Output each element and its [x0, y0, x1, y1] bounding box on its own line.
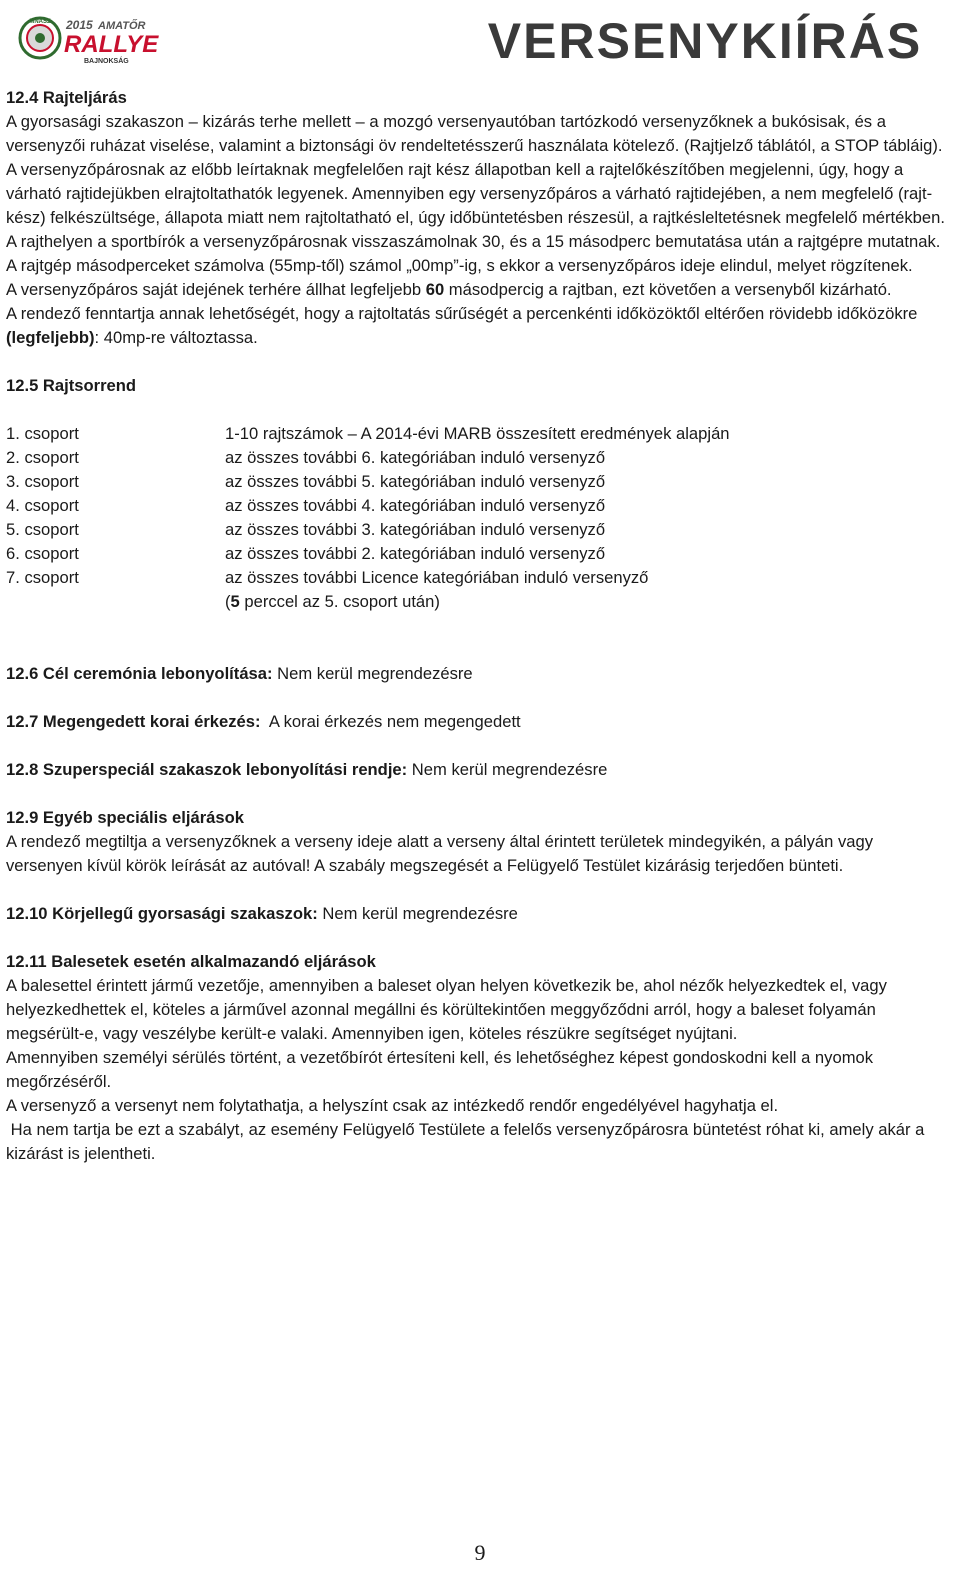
group-label: 4. csoport	[6, 496, 79, 515]
group-text: az összes további Licence kategóriában induló versenyző	[225, 568, 649, 587]
table-row	[6, 566, 730, 590]
section-12-6-value: Nem kerül megrendezésre	[272, 664, 473, 683]
section-12-8	[6, 758, 952, 782]
p4-text-b: : 40mp-re változtassa.	[94, 328, 258, 347]
group-text: az összes további 6. kategóriában induló versenyző	[225, 448, 606, 467]
group-label: 5. csoport	[6, 520, 79, 539]
section-12-11-paragraph-2: Amennyiben személyi sérülés történt, a vezetőbírót értesíteni kell, és lehetőséghez képest gondoskodni kell a nyomok megőrzéséről.	[6, 1048, 874, 1091]
versenykiiras-title-logo	[460, 8, 950, 70]
table-row	[6, 494, 730, 518]
group-label: 2. csoport	[6, 448, 79, 467]
section-12-11-paragraph-1: A balesettel érintett jármű vezetője, amennyiben a baleset olyan helyen következik be, ahol nézők helyezkedtek el, vagy helyezkedhettek el, köteles a járművel azonnal megállni és körültekintően meggyőződni arról, hogy a baleset folyamán megsérült-e, vagy veszélybe került-e valaki. Amennyiben igen, köteles részükre segítséget nyújtani.	[6, 976, 887, 1043]
p3-bold-value: 60	[425, 280, 445, 299]
table-row	[6, 470, 730, 494]
section-12-8-value: Nem kerül megrendezésre	[407, 760, 608, 779]
section-12-11-paragraph-3: A versenyző a versenyt nem folytathatja, a helyszínt csak az intézkedő rendőr engedélyével hagyhatja el.	[6, 1096, 779, 1115]
group-text: az összes további 4. kategóriában induló versenyző	[225, 496, 606, 515]
p3-text-b: másodpercig a rajtban, ezt követően a versenyből kizárható.	[444, 280, 892, 299]
document-body	[6, 86, 952, 1166]
rally-championship-logo	[18, 14, 168, 66]
logo-year-text: 2015	[66, 18, 93, 32]
section-12-4-paragraph-2: A rajthelyen a sportbírók a versenyzőpárosnak visszaszámolnak 30, és a 15 másodperc bemutatása után a rajtgépre mutatnak. A rajtgép másodperceket számolva (55mp-től) számol „00mp”-ig, s ekkor a versenyzőpáros ideje elindul, melyet rögzítenek.	[6, 232, 941, 275]
p3-text-a: A versenyzőpáros saját idejének terhére állhat legfeljebb	[6, 280, 426, 299]
section-12-6-label: 12.6 Cél ceremónia lebonyolítása:	[6, 664, 273, 683]
group-label: 7. csoport	[6, 568, 79, 587]
section-12-4-heading: 12.4 Rajteljárás	[6, 88, 127, 107]
p4-text-a: A rendező fenntartja annak lehetőségét, hogy a rajtoltatás sűrűségét a percenkénti időközöktől eltérően rövidebb időközökre	[6, 304, 918, 323]
section-12-4-paragraph-1: A gyorsasági szakaszon – kizárás terhe mellett – a mozgó versenyautóban tartózkodó versenyzőknek a bukósisak, és a versenyzői ruházat viselése, valamint a biztonsági öv rendeltetésszerű használata kötelező. (Rajtjelző táblától, a STOP tábláig). A versenyzőpárosnak az előbb leírtaknak megfelelően rajt kész állapotban kell a rajtelőkészítőben megjelenni, úgy, hogy a várható rajtidejükben elrajtoltathatók legyenek. Amennyiben egy versenyzőpáros a várható rajtidejében, a nem megfelelő (rajt-kész) felkészültsége, állapota miatt nem rajtoltatható el, úgy időbüntetésben részesül, a rajtkésleltetésnek megfelelő mértékben.	[6, 112, 945, 227]
table-row	[6, 518, 730, 542]
table-row	[6, 590, 730, 614]
group-label: 1. csoport	[6, 424, 79, 443]
title-logo-text: VERSENYKIÍRÁS	[487, 13, 923, 69]
logo-subtitle-text: BAJNOKSÁG	[84, 58, 129, 65]
logo-badge-text: MNASZ	[29, 19, 51, 25]
section-12-7-value: A korai érkezés nem megengedett	[260, 712, 521, 731]
note-rest: perccel az 5. csoport után)	[239, 592, 440, 611]
section-12-9-text: A rendező megtiltja a versenyzőknek a verseny ideje alatt a verseny által érintett területek mindegyikén, a pályán vagy versenyen kívül körök leírását az autóval! A szabály megszegését a Felügyelő Testület kizárásig terjedően bünteti.	[6, 832, 874, 875]
p4-bold-value: (legfeljebb)	[6, 328, 95, 347]
group-text: 1-10 rajtszámok – A 2014-évi MARB összesített eredmények alapján	[225, 424, 730, 443]
section-12-7-label: 12.7 Megengedett korai érkezés:	[6, 712, 261, 731]
group-label: 6. csoport	[6, 544, 79, 563]
note-bold: 5	[230, 592, 240, 611]
group-7-note	[225, 590, 730, 614]
start-order-table	[6, 422, 730, 614]
section-12-8-label: 12.8 Szuperspeciál szakaszok lebonyolítási rendje:	[6, 760, 408, 779]
section-12-9-heading: 12.9 Egyéb speciális eljárások	[6, 808, 244, 827]
section-12-11-heading: 12.11 Balesetek esetén alkalmazandó eljárások	[6, 952, 376, 971]
logo-amator-text: AMATŐR	[98, 20, 146, 32]
group-text: az összes további 3. kategóriában induló versenyző	[225, 520, 606, 539]
section-12-4-paragraph-3	[6, 278, 952, 302]
section-12-7	[6, 710, 952, 734]
group-text: az összes további 5. kategóriában induló versenyző	[225, 472, 606, 491]
group-label: 3. csoport	[6, 472, 79, 491]
section-12-11-paragraph-4: Ha nem tartja be ezt a szabályt, az esemény Felügyelő Testülete a felelős versenyzőpárosra büntetést róhat ki, amely akár a kizárást is jelentheti.	[6, 1120, 929, 1163]
page-header	[0, 0, 960, 80]
section-12-10-label: 12.10 Körjellegű gyorsasági szakaszok:	[6, 904, 318, 923]
page-number: 9	[474, 1540, 486, 1565]
section-12-10	[6, 902, 952, 926]
section-12-6	[6, 662, 952, 686]
table-row	[6, 542, 730, 566]
logo-rally-text: RALLYE	[64, 31, 159, 58]
section-12-4-paragraph-4	[6, 302, 952, 350]
table-row	[6, 446, 730, 470]
note-open: (	[225, 592, 231, 611]
section-12-10-value: Nem kerül megrendezésre	[317, 904, 518, 923]
group-text: az összes további 2. kategóriában induló versenyző	[225, 544, 606, 563]
section-12-5-heading: 12.5 Rajtsorrend	[6, 376, 137, 395]
table-row	[6, 422, 730, 446]
